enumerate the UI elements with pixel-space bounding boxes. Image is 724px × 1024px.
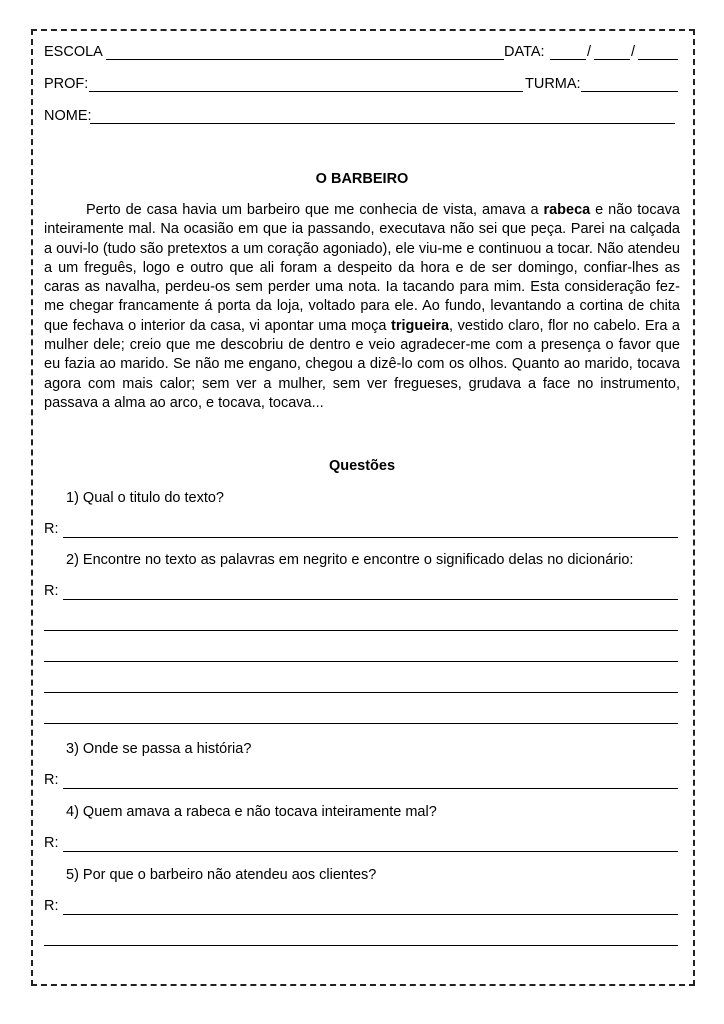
data-year-field[interactable] (638, 59, 678, 60)
answer-line[interactable] (44, 692, 678, 693)
answer-line[interactable] (63, 537, 678, 538)
escola-field[interactable] (106, 59, 504, 60)
turma-field[interactable] (581, 91, 678, 92)
answer-label: R: (44, 521, 59, 537)
answer-label: R: (44, 835, 59, 851)
answer-label: R: (44, 898, 59, 914)
prof-field[interactable] (89, 91, 523, 92)
text-segment: , vestido claro, flor no cabelo. Era a mulher dele; creio que me descobriu de dentro e veio agradecer-me com a presença o favor que eu fazia ao marido. Se não me engano, chegou a dizê-lo com os olhos. Quanto ao marido, tocava agora com mais calor; sem ver a mulher, sem ver fregueses, grudava a face no instrumento, passava a alma ao arco, e tocava, tocava... (44, 317, 680, 411)
question-1: 1) Qual o titulo do texto? (66, 490, 224, 506)
data-label: DATA: (504, 44, 545, 60)
nome-field[interactable] (90, 123, 675, 124)
answer-line[interactable] (44, 630, 678, 631)
answer-line[interactable] (44, 945, 678, 946)
story-paragraph (44, 201, 680, 413)
bold-word-trigueira: trigueira (391, 317, 450, 334)
answer-line[interactable] (63, 788, 678, 789)
bold-word-rabeca: rabeca (543, 202, 591, 218)
nome-label: NOME: (44, 108, 92, 124)
question-5: 5) Por que o barbeiro não atendeu aos clientes? (66, 867, 377, 883)
question-4: 4) Quem amava a rabeca e não tocava inteiramente mal? (66, 804, 437, 820)
text-title: O BARBEIRO (315, 171, 409, 187)
text-segment: e não tocava inteiramente mal. Na ocasião em que ia passando, executava não sei que peça. Parei na calçada a ouvi-lo (tudo são pretextos a um coração agoniado), ele viu-me e continuou a tocar. Não atendeu a um freguês, logo e outro que ali foram a despeito da hora e de ser domingo, confiar-lhes as caras as navalha, perdeu-os sem perder uma nota. Ia tacando para mim. Esta consideração fez-me chegar francamente á porta da loja, voltado para ele. Ao fundo, levantando a cortina de chita que fechava o interior da casa, vi apontar uma moça (44, 202, 680, 334)
question-3: 3) Onde se passa a história? (66, 741, 252, 757)
questions-title: Questões (328, 458, 396, 474)
answer-label: R: (44, 772, 59, 788)
data-month-field[interactable] (594, 59, 630, 60)
data-separator: / (587, 44, 592, 60)
question-2: 2) Encontre no texto as palavras em negrito e encontre o significado delas no dicionário: (66, 552, 634, 568)
prof-label: PROF: (44, 76, 89, 92)
answer-line[interactable] (44, 723, 678, 724)
text-segment: Perto de casa havia um barbeiro que me conhecia de vista, amava a (86, 202, 544, 218)
answer-line[interactable] (44, 661, 678, 662)
escola-label: ESCOLA (44, 44, 103, 60)
data-separator: / (631, 44, 636, 60)
data-day-field[interactable] (550, 59, 586, 60)
answer-line[interactable] (63, 851, 678, 852)
answer-line[interactable] (63, 914, 678, 915)
answer-line[interactable] (63, 599, 678, 600)
turma-label: TURMA: (525, 76, 581, 92)
answer-label: R: (44, 583, 59, 599)
